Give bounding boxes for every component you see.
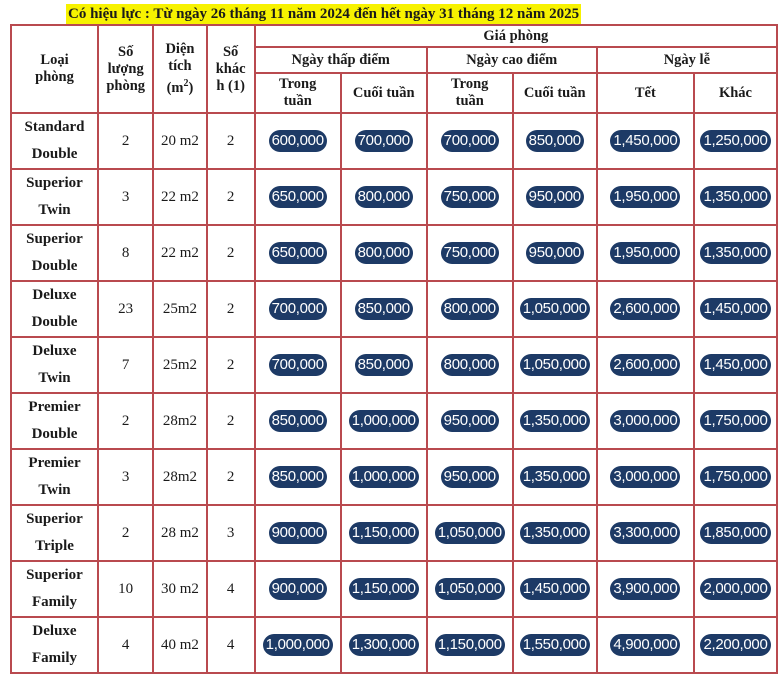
- price-high-weekend: 850,000: [526, 130, 584, 152]
- price-low-weekend: 1,150,000: [349, 578, 419, 600]
- table-row: [11, 169, 777, 225]
- price-other: 1,350,000: [700, 186, 770, 208]
- room-guests: 2: [207, 449, 255, 505]
- price-other: 1,450,000: [700, 354, 770, 376]
- price-other: 1,750,000: [700, 466, 770, 488]
- room-area: 40 m2: [153, 617, 206, 673]
- room-area: 25m2: [153, 281, 206, 337]
- room-area: 28m2: [153, 449, 206, 505]
- header-low-weekend: Cuối tuần: [341, 73, 427, 113]
- room-name: Superior Double: [11, 225, 98, 281]
- price-high-weekday-cell: [427, 337, 513, 393]
- price-low-weekend-cell: [341, 617, 427, 673]
- price-tet: 1,950,000: [610, 186, 680, 208]
- table-row: [11, 449, 777, 505]
- header-high-weekday: Trong tuần: [427, 73, 513, 113]
- price-low-weekday-cell: [255, 449, 341, 505]
- room-price-table: [10, 24, 778, 674]
- price-high-weekend-cell: [513, 393, 597, 449]
- table-row: [11, 113, 777, 169]
- room-name: Deluxe Twin: [11, 337, 98, 393]
- price-high-weekday: 800,000: [441, 354, 499, 376]
- price-tet-cell: [597, 225, 694, 281]
- room-area: 20 m2: [153, 113, 206, 169]
- room-area: 28 m2: [153, 505, 206, 561]
- price-tet: 3,300,000: [610, 522, 680, 544]
- price-tet-cell: [597, 561, 694, 617]
- room-guests: 2: [207, 337, 255, 393]
- price-high-weekend-cell: [513, 337, 597, 393]
- price-high-weekday-cell: [427, 281, 513, 337]
- header-other: Khác: [694, 73, 777, 113]
- price-high-weekday: 1,150,000: [435, 634, 505, 656]
- price-low-weekend: 1,150,000: [349, 522, 419, 544]
- price-low-weekend-cell: [341, 561, 427, 617]
- price-low-weekday-cell: [255, 393, 341, 449]
- price-tet: 1,450,000: [610, 130, 680, 152]
- header-guests: Số khác h (1): [207, 25, 255, 113]
- price-tet-cell: [597, 449, 694, 505]
- price-low-weekend: 1,300,000: [349, 634, 419, 656]
- price-high-weekend-cell: [513, 505, 597, 561]
- price-other: 1,350,000: [700, 242, 770, 264]
- price-tet-cell: [597, 169, 694, 225]
- room-name: Superior Twin: [11, 169, 98, 225]
- price-high-weekday-cell: [427, 449, 513, 505]
- room-name: Superior Triple: [11, 505, 98, 561]
- room-guests: 4: [207, 561, 255, 617]
- header-holiday: Ngày lễ: [597, 47, 777, 73]
- price-low-weekday: 700,000: [269, 354, 327, 376]
- price-tet-cell: [597, 113, 694, 169]
- room-name: Standard Double: [11, 113, 98, 169]
- header-high-weekend: Cuối tuần: [513, 73, 597, 113]
- room-count: 4: [98, 617, 153, 673]
- price-high-weekday: 700,000: [441, 130, 499, 152]
- price-low-weekend: 1,000,000: [349, 466, 419, 488]
- price-tet: 2,600,000: [610, 298, 680, 320]
- price-other: 2,000,000: [700, 578, 770, 600]
- price-other-cell: [694, 561, 777, 617]
- price-high-weekend-cell: [513, 449, 597, 505]
- price-low-weekend-cell: [341, 281, 427, 337]
- price-high-weekend-cell: [513, 561, 597, 617]
- price-other: 2,200,000: [700, 634, 770, 656]
- price-other-cell: [694, 393, 777, 449]
- price-high-weekday-cell: [427, 617, 513, 673]
- price-low-weekend-cell: [341, 393, 427, 449]
- price-low-weekend: 850,000: [355, 354, 413, 376]
- price-high-weekday-cell: [427, 113, 513, 169]
- price-low-weekend: 850,000: [355, 298, 413, 320]
- room-count: 3: [98, 169, 153, 225]
- price-high-weekday: 1,050,000: [435, 522, 505, 544]
- price-high-weekend: 1,050,000: [520, 354, 590, 376]
- price-low-weekend: 800,000: [355, 186, 413, 208]
- room-count: 3: [98, 449, 153, 505]
- price-high-weekend: 1,450,000: [520, 578, 590, 600]
- room-count: 2: [98, 393, 153, 449]
- header-tet: Tết: [597, 73, 694, 113]
- price-low-weekday: 900,000: [269, 578, 327, 600]
- price-low-weekend-cell: [341, 225, 427, 281]
- price-high-weekend: 1,350,000: [520, 410, 590, 432]
- price-tet-cell: [597, 281, 694, 337]
- header-price-group: Giá phòng: [255, 25, 777, 47]
- price-tet-cell: [597, 505, 694, 561]
- room-count: 2: [98, 113, 153, 169]
- room-guests: 2: [207, 113, 255, 169]
- price-low-weekend-cell: [341, 113, 427, 169]
- price-low-weekday-cell: [255, 169, 341, 225]
- price-other-cell: [694, 505, 777, 561]
- price-tet: 3,000,000: [610, 466, 680, 488]
- price-high-weekday: 750,000: [441, 242, 499, 264]
- price-high-weekday-cell: [427, 561, 513, 617]
- room-name: Deluxe Family: [11, 617, 98, 673]
- room-area: 30 m2: [153, 561, 206, 617]
- price-high-weekend-cell: [513, 225, 597, 281]
- price-high-weekend: 950,000: [526, 242, 584, 264]
- price-other-cell: [694, 225, 777, 281]
- price-tet-cell: [597, 337, 694, 393]
- room-guests: 2: [207, 281, 255, 337]
- price-low-weekday-cell: [255, 561, 341, 617]
- price-tet: 3,900,000: [610, 578, 680, 600]
- price-low-weekend-cell: [341, 337, 427, 393]
- price-low-weekday-cell: [255, 505, 341, 561]
- price-other: 1,450,000: [700, 298, 770, 320]
- price-tet: 3,000,000: [610, 410, 680, 432]
- price-high-weekend-cell: [513, 281, 597, 337]
- room-area: 22 m2: [153, 169, 206, 225]
- header-low-weekday: Trong tuần: [255, 73, 341, 113]
- price-low-weekend: 800,000: [355, 242, 413, 264]
- price-low-weekend: 1,000,000: [349, 410, 419, 432]
- room-guests: 2: [207, 169, 255, 225]
- price-high-weekend-cell: [513, 617, 597, 673]
- price-low-weekday: 1,000,000: [263, 634, 333, 656]
- table-row: [11, 337, 777, 393]
- price-high-weekday-cell: [427, 169, 513, 225]
- price-low-weekday-cell: [255, 617, 341, 673]
- price-high-weekend: 1,550,000: [520, 634, 590, 656]
- table-row: [11, 281, 777, 337]
- price-other-cell: [694, 169, 777, 225]
- table-row: [11, 505, 777, 561]
- price-low-weekday: 900,000: [269, 522, 327, 544]
- price-low-weekend-cell: [341, 449, 427, 505]
- price-other-cell: [694, 281, 777, 337]
- table-row: [11, 561, 777, 617]
- price-other-cell: [694, 617, 777, 673]
- price-low-weekday: 700,000: [269, 298, 327, 320]
- header-high-season: Ngày cao điểm: [427, 47, 597, 73]
- price-high-weekday-cell: [427, 393, 513, 449]
- price-high-weekend: 1,050,000: [520, 298, 590, 320]
- room-name: Deluxe Double: [11, 281, 98, 337]
- price-high-weekday: 1,050,000: [435, 578, 505, 600]
- room-count: 10: [98, 561, 153, 617]
- price-high-weekend-cell: [513, 113, 597, 169]
- price-low-weekday: 850,000: [269, 410, 327, 432]
- price-other-cell: [694, 449, 777, 505]
- price-high-weekend: 1,350,000: [520, 466, 590, 488]
- price-low-weekday-cell: [255, 113, 341, 169]
- price-other-cell: [694, 113, 777, 169]
- price-high-weekend-cell: [513, 169, 597, 225]
- price-other: 1,250,000: [700, 130, 770, 152]
- price-high-weekday: 750,000: [441, 186, 499, 208]
- room-name: Premier Twin: [11, 449, 98, 505]
- room-count: 2: [98, 505, 153, 561]
- price-low-weekday-cell: [255, 225, 341, 281]
- validity-period: Có hiệu lực : Từ ngày 26 tháng 11 năm 2024 đến hết ngày 31 tháng 12 năm 2025: [68, 6, 580, 22]
- price-other: 1,850,000: [700, 522, 770, 544]
- price-low-weekday-cell: [255, 281, 341, 337]
- room-name: Premier Double: [11, 393, 98, 449]
- header-area: Diện tích $(m^2)$: [153, 25, 206, 113]
- price-tet-cell: [597, 617, 694, 673]
- room-area: 22 m2: [153, 225, 206, 281]
- price-tet-cell: [597, 393, 694, 449]
- price-tet: 2,600,000: [610, 354, 680, 376]
- price-low-weekday: 650,000: [269, 186, 327, 208]
- price-high-weekend: 1,350,000: [520, 522, 590, 544]
- room-area: 28m2: [153, 393, 206, 449]
- price-high-weekday-cell: [427, 225, 513, 281]
- price-tet: 4,900,000: [610, 634, 680, 656]
- price-other-cell: [694, 337, 777, 393]
- price-tet: 1,950,000: [610, 242, 680, 264]
- price-high-weekday: 950,000: [441, 466, 499, 488]
- room-count: 23: [98, 281, 153, 337]
- price-low-weekend-cell: [341, 505, 427, 561]
- price-low-weekday: 850,000: [269, 466, 327, 488]
- room-area: 25m2: [153, 337, 206, 393]
- table-row: [11, 393, 777, 449]
- price-low-weekday: 650,000: [269, 242, 327, 264]
- price-low-weekend-cell: [341, 169, 427, 225]
- table-row: [11, 617, 777, 673]
- room-count: 8: [98, 225, 153, 281]
- price-low-weekend: 700,000: [355, 130, 413, 152]
- room-guests: 3: [207, 505, 255, 561]
- header-room-count: Số lượng phòng: [98, 25, 153, 113]
- room-guests: 4: [207, 617, 255, 673]
- header-room-type: Loại phòng: [11, 25, 98, 113]
- room-guests: 2: [207, 393, 255, 449]
- price-high-weekday: 800,000: [441, 298, 499, 320]
- room-guests: 2: [207, 225, 255, 281]
- price-low-weekday: 600,000: [269, 130, 327, 152]
- header-low-season: Ngày thấp điểm: [255, 47, 427, 73]
- table-row: [11, 225, 777, 281]
- price-high-weekend: 950,000: [526, 186, 584, 208]
- price-low-weekday-cell: [255, 337, 341, 393]
- room-count: 7: [98, 337, 153, 393]
- price-other: 1,750,000: [700, 410, 770, 432]
- room-name: Superior Family: [11, 561, 98, 617]
- price-high-weekday-cell: [427, 505, 513, 561]
- price-high-weekday: 950,000: [441, 410, 499, 432]
